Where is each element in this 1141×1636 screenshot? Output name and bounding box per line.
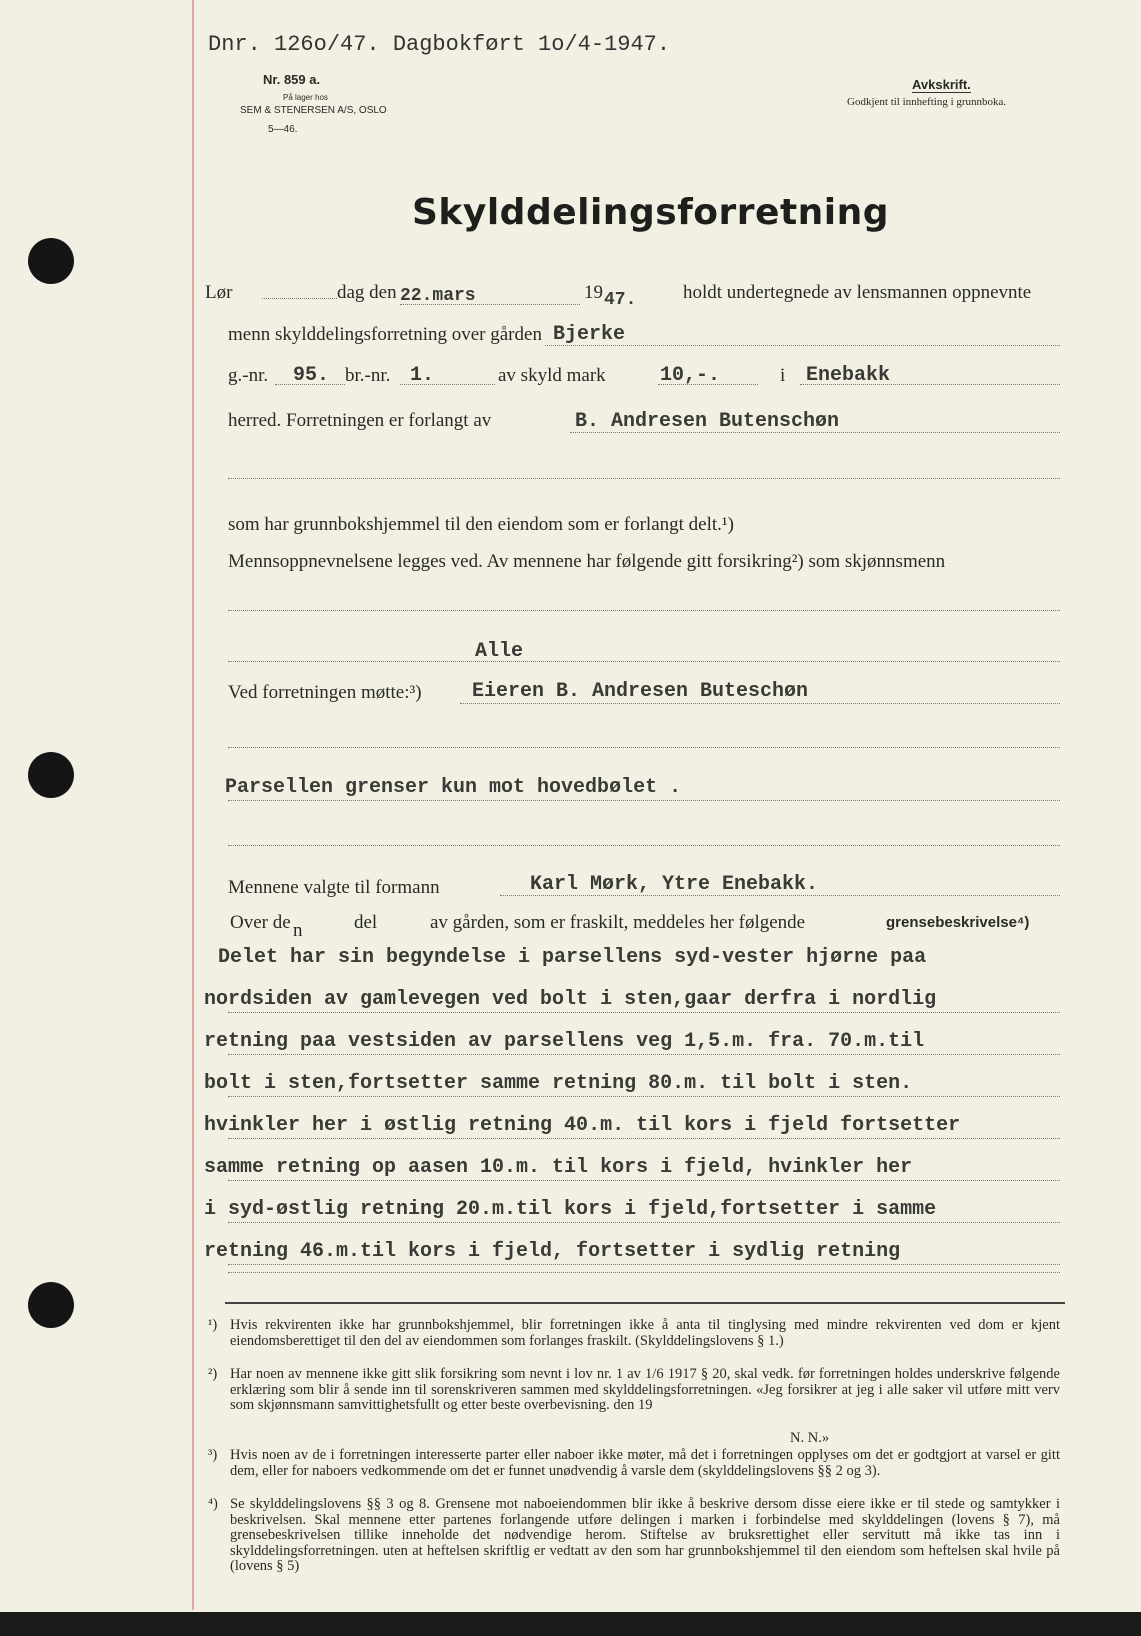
dag-den-label: dag den xyxy=(337,282,397,303)
attended-value: Eieren B. Andresen Buteschøn xyxy=(472,680,809,703)
footnote-text: Hvis rekvirenten ikke har grunnbokshjemmel, blir forretningen ikke å anta til tinglysing med mindre rekvirenten ved dom er kjent eiendomsberettiget til den del av eiendommen som forlanges fraskilt. (Skylddelingslovens § 1.) xyxy=(230,1317,1060,1349)
publisher-line: På lager hos xyxy=(283,93,328,102)
municipality: Enebakk xyxy=(806,364,891,387)
form-text: herred. Forretningen er forlangt av xyxy=(228,410,492,431)
publisher-date: 5—46. xyxy=(268,124,298,135)
year-prefix: 19 xyxy=(584,282,603,303)
assessors: Alle xyxy=(475,640,524,663)
form-text: Mennsoppnevnelsene legges ved. Av mennene har følgende gitt forsikring²) som skjønnsmenn xyxy=(228,551,946,572)
description-line: retning paa vestsiden av parsellens veg 1,5.m. fra. 70.m.til xyxy=(204,1030,925,1053)
form-text: som har grunnbokshjemmel til den eiendom som er forlangt delt.¹) xyxy=(228,514,734,535)
footnote xyxy=(208,1447,1060,1479)
footnote-number: ⁴) xyxy=(208,1496,218,1512)
bnr-label: br.-nr. xyxy=(345,365,391,386)
footnote-text: Har noen av mennene ikke gitt slik forsikring som nevnt i lov nr. 1 av 1/6 1917 § 20, skal vedk. før forretningen holdes underskrive følgende erklæring som blir å sende inn til sorenskriveren sammen med skylddelingsforretningen. «Jeg forsikrer at jeg i alle saker vil utføre mitt verv som skjønnsmann samvittighetsfullt og etter beste overbevisning. den 19 xyxy=(230,1366,1060,1413)
grense-label: grensebeskrivelse⁴) xyxy=(886,914,1030,931)
farm-name: Bjerke xyxy=(553,323,626,346)
signature-placeholder: N. N.» xyxy=(790,1430,830,1446)
gnr-value: 95. xyxy=(293,364,330,387)
footnote-text: Hvis noen av de i forretningen interesserte parter eller naboer ikke møter, må det i forretningen opplyses om det er godtgjort at varsel er gitt dem, eller for naboers vedkommende om det er funnet unødvendig å varsle dem (skylddelingslovens §§ 2 og 3). xyxy=(230,1447,1060,1479)
footnote-divider xyxy=(225,1302,1065,1304)
requester: B. Andresen Butenschøn xyxy=(575,410,840,433)
copy-label: Avkskrift. xyxy=(912,77,971,92)
form-text: av gården, som er fraskilt, meddeles her følgende xyxy=(430,912,806,933)
gnr-label: g.-nr. xyxy=(228,365,269,386)
description-line: retning 46.m.til kors i fjeld, fortsetter i sydlig retning xyxy=(204,1240,901,1263)
del-label: del xyxy=(354,912,378,933)
attended-label: Ved forretningen møtte:³) xyxy=(228,682,422,703)
approval-note: Godkjent til innhefting i grunnboka. xyxy=(847,96,1007,108)
over-suffix: n xyxy=(293,920,303,941)
description-line: samme retning op aasen 10.m. til kors i fjeld, hvinkler her xyxy=(204,1156,913,1179)
chair-value: Karl Mørk, Ytre Enebakk. xyxy=(530,873,819,896)
footnote-number: ²) xyxy=(208,1366,218,1382)
weekday: Lør xyxy=(205,282,233,303)
footnote xyxy=(208,1366,1060,1414)
i-label: i xyxy=(780,365,786,386)
form-text: holdt undertegnede av lensmannen oppnevnte xyxy=(683,282,1032,303)
skyld-label: av skyld mark xyxy=(498,365,606,386)
description-line: nordsiden av gamlevegen ved bolt i sten,gaar derfra i nordlig xyxy=(204,988,937,1011)
skyld-value: 10,-. xyxy=(660,364,721,387)
footnote-number: ¹) xyxy=(208,1317,218,1333)
footnote-number: ³) xyxy=(208,1447,218,1463)
year-suffix: 47. xyxy=(604,290,637,310)
bnr-value: 1. xyxy=(410,364,435,387)
boundary-note: Parsellen grenser kun mot hovedbølet . xyxy=(225,776,682,799)
footnote xyxy=(208,1317,1060,1349)
footnote-text: Se skylddelingslovens §§ 3 og 8. Grensene mot naboeiendommen blir ikke å beskrive dersom disse eiere ikke er til stede og samtykker i beskrivelsen. Skal mennene etter partenes forlangende utføre delingen i marken i forbindelse med skylddelingen (lovens § 7), må grensebeskrivelsen tillike inneholde det nødvendige herom. Stiftelse av bruksrettighet eller servitutt må ikke tas inn i skylddelingsforretningen. uten at heftelsen skriftlig er vedtatt av den som har grunnbokshjemmel til den eiendom som heftelsen skal hvile på (lovens § 5) xyxy=(230,1496,1060,1574)
description-line: i syd-østlig retning 20.m.til kors i fjeld,fortsetter i samme xyxy=(204,1198,937,1221)
page-title: Skylddelingsforretning xyxy=(412,192,890,233)
description-line: Delet har sin begyndelse i parsellens syd-vester hjørne paa xyxy=(218,946,927,969)
description-line: hvinkler her i østlig retning 40.m. til kors i fjeld fortsetter xyxy=(204,1114,961,1137)
footnote xyxy=(208,1496,1060,1575)
date-value: 22.mars xyxy=(400,286,476,306)
publisher-line: SEM & STENERSEN A/S, OSLO xyxy=(240,105,387,116)
margin-line xyxy=(192,0,194,1610)
form-text: menn skylddelingsforretning over gården xyxy=(228,324,542,345)
journal-entry: Dnr. 126o/47. Dagbokført 1o/4-1947. xyxy=(208,32,671,57)
description-line: bolt i sten,fortsetter samme retning 80.m. til bolt i sten. xyxy=(204,1072,913,1095)
punch-hole xyxy=(28,752,74,798)
punch-hole xyxy=(28,238,74,284)
form-number: Nr. 859 a. xyxy=(263,72,321,87)
scan-edge xyxy=(0,1612,1141,1636)
chair-label: Mennene valgte til formann xyxy=(228,877,440,898)
punch-hole xyxy=(28,1282,74,1328)
over-label: Over de xyxy=(230,912,291,933)
